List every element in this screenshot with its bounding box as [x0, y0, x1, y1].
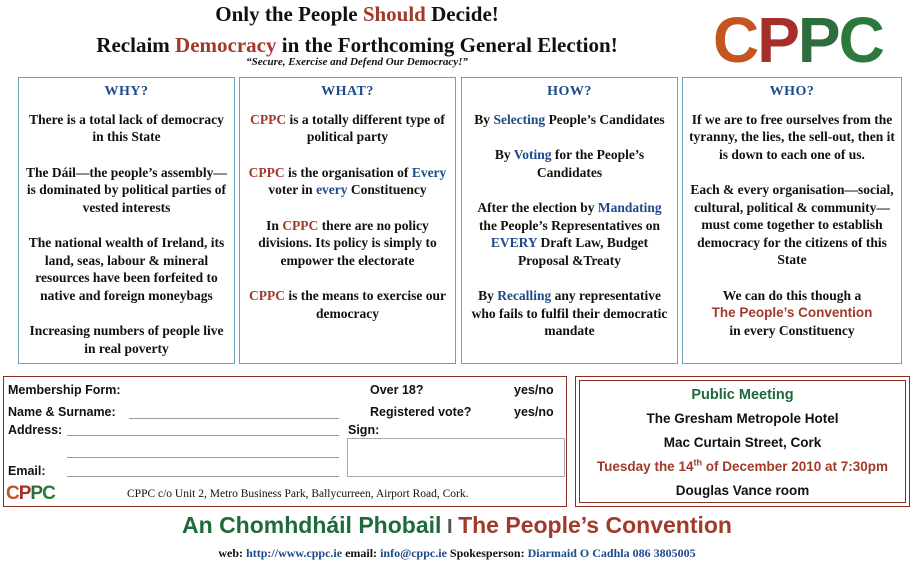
who-text-3: We can do this though a — [722, 287, 862, 303]
public-meeting-box — [575, 376, 910, 507]
why-text-2: The Dáil—the people’s assembly—is dominated by political parties of vested interests — [26, 164, 227, 215]
headline-1: Only the People Should Decide! — [215, 2, 499, 26]
how-title: HOW? — [547, 84, 592, 99]
website-link[interactable]: http://www.cppc.ie — [246, 546, 343, 560]
name-field[interactable] — [129, 418, 339, 419]
address-field-1[interactable] — [67, 435, 339, 436]
what-title: WHAT? — [321, 84, 374, 99]
email-link[interactable]: info@cppc.ie — [380, 546, 447, 560]
address-field-2[interactable] — [67, 457, 339, 458]
what-column — [239, 77, 456, 364]
meeting-room: Douglas Vance room — [675, 483, 810, 498]
why-title: WHY? — [104, 84, 149, 99]
how-column — [461, 77, 678, 364]
headline-2: Reclaim Democracy in the Forthcoming General Election! — [96, 33, 618, 57]
how-text-1: By Selecting People’s Candidates — [474, 111, 665, 127]
how-text-3: After the election by Mandating the People’s Representatives on EVERY Draft Law, Budget Proposal &Treaty — [477, 200, 662, 268]
contact-line: web: http://www.cppc.ie email: info@cppc.ie Spokesperson: Diarmaid O Cadhla 086 3805005 — [218, 546, 696, 560]
meeting-venue: The Gresham Metropole Hotel — [646, 411, 839, 426]
signature-box[interactable] — [347, 438, 565, 477]
why-text-1: There is a total lack of democracy in this State — [29, 111, 224, 144]
who-text-4: in every Constituency — [729, 322, 855, 338]
how-text-4: By Recalling any representative who fails to fulfil their democratic mandate — [471, 288, 668, 338]
who-text-1: If we are to free ourselves from the tyranny, the lies, the sell-out, then it is down to each one of us. — [689, 111, 895, 162]
form-cppc-logo: CPPC — [6, 483, 55, 504]
what-text-4: CPPC is the means to exercise our democracy — [249, 288, 446, 321]
why-text-3: The national wealth of Ireland, its land, seas, labour & mineral resources have been forfeited to native and foreign moneybags — [28, 235, 225, 303]
sign-label: Sign: — [348, 423, 380, 437]
footer-title: An Chomhdháil Phobail I The People’s Convention — [182, 512, 732, 538]
membership-form — [3, 376, 567, 507]
email-field[interactable] — [67, 476, 339, 477]
meeting-title: Public Meeting — [691, 387, 794, 403]
who-convention: The People’s Convention — [711, 305, 873, 320]
registered-label: Registered vote? — [370, 405, 472, 419]
why-column — [18, 77, 235, 364]
what-text-3: In CPPC there are no policy divisions. Its policy is simply to empower the electorate — [258, 217, 437, 268]
meeting-date: Tuesday the 14th of December 2010 at 7:30pm — [596, 457, 889, 474]
address-label: Address: — [8, 423, 63, 437]
over18-label: Over 18? — [370, 383, 424, 397]
name-label: Name & Surname: — [8, 405, 116, 419]
cppc-logo: CPPC — [713, 4, 883, 76]
what-text-1: CPPC is a totally different type of political party — [250, 111, 445, 144]
who-column — [682, 77, 902, 364]
why-text-4: Increasing numbers of people live in real poverty — [29, 323, 224, 356]
form-title: Membership Form: — [8, 383, 121, 397]
postal-address: CPPC c/o Unit 2, Metro Business Park, Ballycurreen, Airport Road, Cork. — [127, 488, 469, 500]
who-title: WHO? — [769, 84, 815, 99]
meeting-street: Mac Curtain Street, Cork — [663, 435, 822, 450]
who-text-2: Each & every organisation—social, cultural, political & community— must come together to establish democracy for the citizens of this State — [690, 182, 894, 267]
over18-yesno[interactable]: yes/no — [514, 383, 554, 397]
tagline: “Secure, Exercise and Defend Our Democracy!” — [246, 56, 468, 68]
spokesperson: Diarmaid O Cadhla 086 3805005 — [527, 546, 696, 560]
what-text-2: CPPC is the organisation of Every voter in every Constituency — [248, 164, 447, 197]
how-text-2: By Voting for the People’s Candidates — [494, 147, 645, 180]
registered-yesno[interactable]: yes/no — [514, 405, 554, 419]
email-label: Email: — [8, 464, 46, 478]
